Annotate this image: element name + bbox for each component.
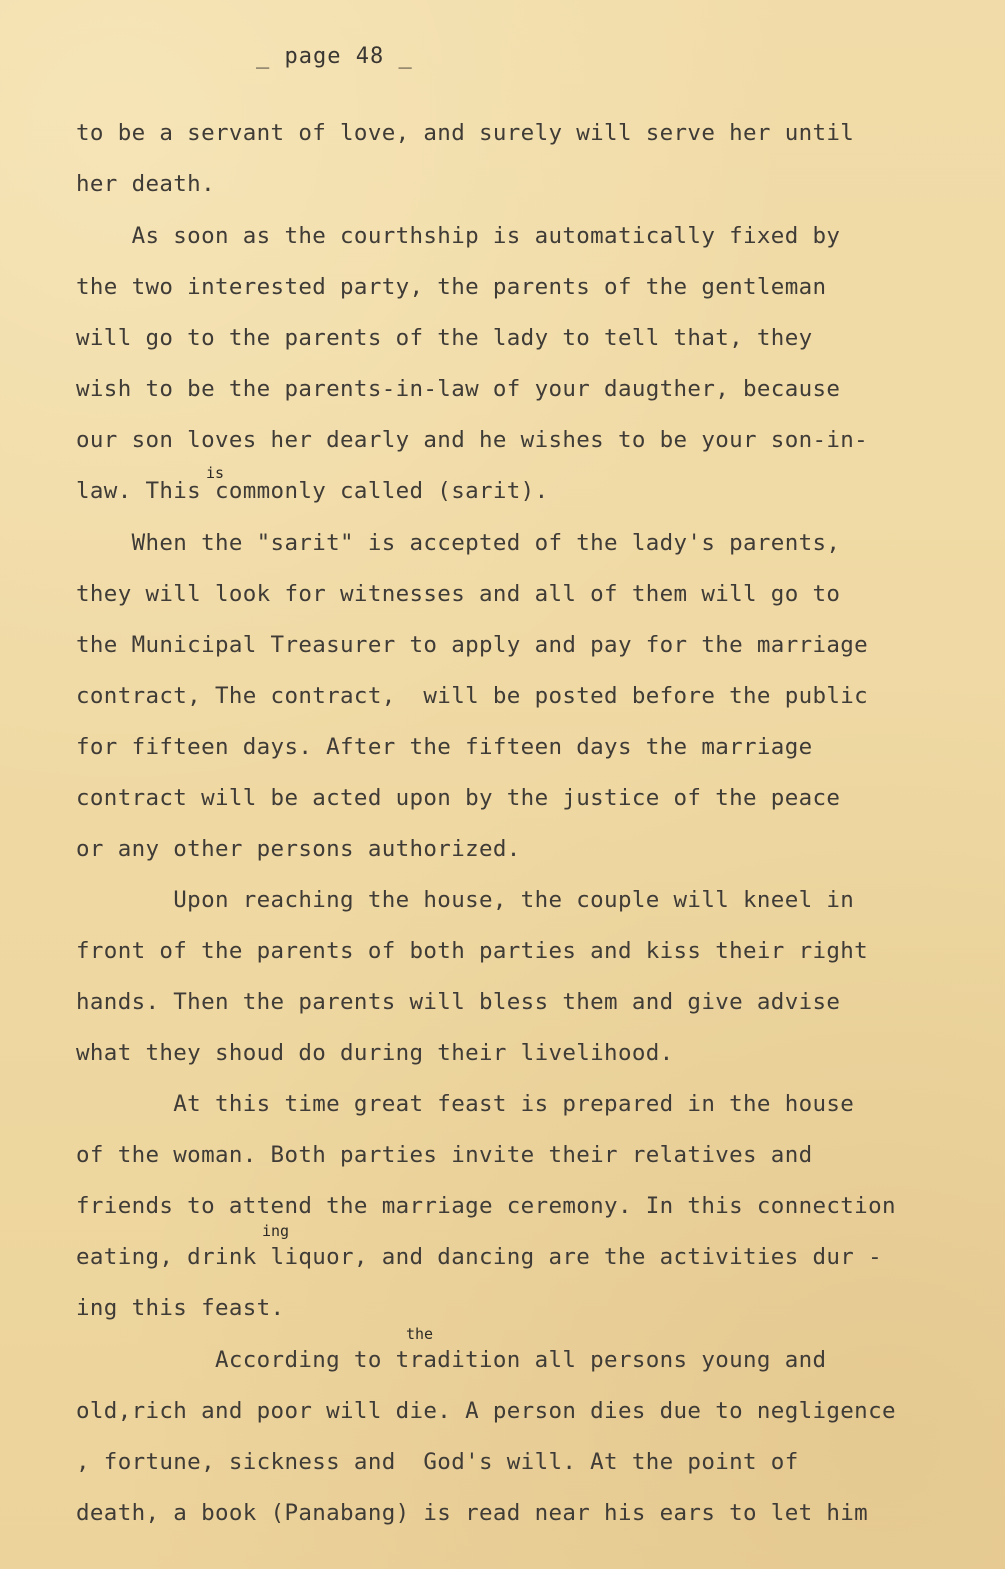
text-line-6: wish to be the parents-in-law of your daugther, because (76, 376, 841, 402)
text-line-9: When the "sarit" is accepted of the lady's parents, (76, 530, 841, 556)
text-line-11: the Municipal Treasurer to apply and pay for the marriage (76, 632, 869, 658)
text-line-2: her death. (76, 171, 215, 197)
page-number: _ page 48 _ (256, 44, 413, 69)
text-line-5: will go to the parents of the lady to tell that, they (76, 325, 813, 351)
text-line-3: As soon as the courthship is automatically fixed by (76, 223, 841, 249)
text-line-10: they will look for witnesses and all of them will go to (76, 581, 841, 607)
text-line-12: contract, The contract, will be posted before the public (76, 683, 869, 709)
text-line-18: hands. Then the parents will bless them and give advise (76, 989, 841, 1015)
text-line-15: or any other persons authorized. (76, 836, 521, 862)
handwritten-insertion-is: is (206, 464, 225, 482)
text-line-25: According to tradition all persons young and (76, 1347, 827, 1373)
text-line-16: Upon reaching the house, the couple will kneel in (76, 887, 855, 913)
text-line-28: death, a book (Panabang) is read near his ears to let him (76, 1500, 869, 1526)
text-line-23: eating, drink liquor, and dancing are the activities dur - (76, 1244, 882, 1270)
text-line-4: the two interested party, the parents of the gentleman (76, 274, 827, 300)
text-line-13: for fifteen days. After the fifteen days the marriage (76, 734, 813, 760)
handwritten-insertion-the: the (406, 1325, 434, 1343)
text-line-14: contract will be acted upon by the justice of the peace (76, 785, 841, 811)
text-line-27: , fortune, sickness and God's will. At the point of (76, 1449, 799, 1475)
text-line-21: of the woman. Both parties invite their relatives and (76, 1142, 813, 1168)
text-line-20: At this time great feast is prepared in the house (76, 1091, 855, 1117)
text-line-26: old,rich and poor will die. A person dies due to negligence (76, 1398, 896, 1424)
text-line-24: ing this feast. (76, 1295, 285, 1321)
text-line-22: friends to attend the marriage ceremony. In this connection (76, 1193, 896, 1219)
text-line-8: law. This commonly called (sarit). (76, 478, 549, 504)
text-line-17: front of the parents of both parties and kiss their right (76, 938, 869, 964)
text-line-19: what they shoud do during their livelihood. (76, 1040, 674, 1066)
text-line-1: to be a servant of love, and surely will serve her until (76, 120, 855, 146)
handwritten-insertion-ing: ing (262, 1222, 290, 1240)
text-line-7: our son loves her dearly and he wishes to be your son-in- (76, 427, 869, 453)
